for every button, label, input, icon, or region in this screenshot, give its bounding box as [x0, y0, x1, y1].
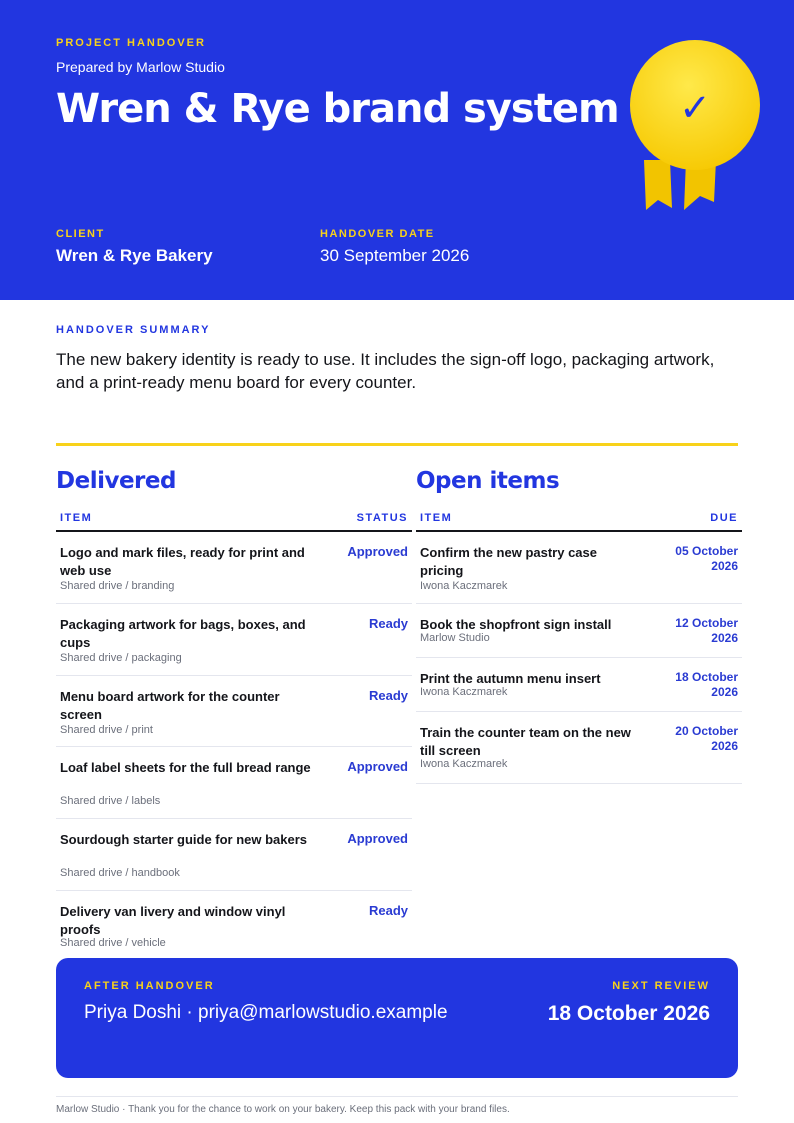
status-badge: Ready	[368, 903, 408, 918]
status-badge: Approved	[347, 831, 408, 846]
after-handover-panel	[56, 958, 738, 1078]
header-eyebrow: PROJECT HANDOVER	[56, 37, 206, 49]
open-items-title: Open items	[416, 468, 560, 494]
table-row	[56, 604, 412, 676]
next-review-label: NEXT REVIEW	[612, 980, 710, 992]
status-badge: Approved	[347, 759, 408, 774]
row-title: Train the counter team on the new till screen	[420, 725, 631, 758]
row-title: Book the shopfront sign install	[420, 617, 612, 632]
client-label: CLIENT	[56, 228, 105, 240]
row-owner: Marlow Studio	[420, 632, 490, 644]
row-title: Packaging artwork for bags, boxes, and cups	[60, 617, 306, 650]
handover-date-label: HANDOVER DATE	[320, 228, 435, 240]
row-path: Shared drive / packaging	[60, 652, 182, 664]
row-title: Print the autumn menu insert	[420, 671, 601, 686]
table-row	[56, 891, 412, 957]
due-date: 05 October 2026	[675, 544, 738, 573]
delivered-title: Delivered	[56, 468, 176, 494]
prepared-by: Prepared by Marlow Studio	[56, 59, 225, 75]
contact-line: Priya Doshi · priya@marlowstudio.example	[84, 1002, 448, 1023]
footer-text: Marlow Studio · Thank you for the chance to work on your bakery. Keep this pack with your brand files.	[56, 1104, 510, 1115]
row-path: Shared drive / handbook	[60, 867, 180, 879]
row-path: Shared drive / labels	[60, 795, 161, 807]
status-badge: Approved	[347, 544, 408, 559]
row-title: Sourdough starter guide for new bakers	[60, 832, 308, 847]
delivered-col-item: ITEM	[60, 512, 93, 524]
row-title: Confirm the new pastry case pricing	[420, 545, 597, 578]
footer-divider	[56, 1096, 738, 1097]
table-row	[416, 712, 742, 784]
client-value: Wren & Rye Bakery	[56, 246, 213, 265]
due-date: 12 October 2026	[675, 616, 738, 645]
row-path: Shared drive / branding	[60, 580, 175, 592]
table-row	[56, 532, 412, 604]
row-title: Delivery van livery and window vinyl proofs	[60, 904, 286, 937]
status-badge: Ready	[368, 616, 408, 631]
delivered-col-status: STATUS	[356, 512, 408, 524]
header-banner	[0, 0, 794, 300]
open-items-col-item: ITEM	[420, 512, 453, 524]
handover-date-value: 30 September 2026	[320, 246, 470, 265]
delivered-table-header	[56, 508, 412, 532]
row-owner: Iwona Kaczmarek	[420, 580, 508, 592]
next-review-date: 18 October 2026	[547, 1002, 710, 1025]
section-divider	[56, 443, 738, 446]
after-handover-label: AFTER HANDOVER	[84, 980, 215, 992]
table-row	[56, 676, 412, 747]
delivered-section	[56, 468, 412, 957]
row-path: Shared drive / vehicle	[60, 937, 166, 949]
table-row	[416, 532, 742, 604]
checkmark-rosette-icon	[630, 40, 760, 214]
row-title: Logo and mark files, ready for print and web use	[60, 545, 305, 578]
table-row	[56, 747, 412, 819]
row-path: Shared drive / print	[60, 724, 153, 736]
badge-check-glyph: ✓	[679, 85, 711, 130]
due-date: 18 October 2026	[675, 670, 738, 699]
table-row	[56, 819, 412, 891]
status-badge: Ready	[368, 688, 408, 703]
table-row	[416, 658, 742, 712]
row-title: Loaf label sheets for the full bread range	[60, 760, 311, 775]
summary-text: The new bakery identity is ready to use. It includes the sign-off logo, packaging artwork, and a print-ready menu board for every counter.	[56, 350, 715, 392]
open-items-col-due: DUE	[710, 512, 738, 524]
due-date: 20 October 2026	[675, 724, 738, 753]
page-title: Wren & Rye brand system	[56, 86, 619, 132]
open-items-table-header	[416, 508, 742, 532]
row-owner: Iwona Kaczmarek	[420, 686, 508, 698]
row-owner: Iwona Kaczmarek	[420, 758, 508, 770]
row-title: Menu board artwork for the counter screen	[60, 689, 280, 722]
summary-label: HANDOVER SUMMARY	[56, 324, 211, 336]
table-row	[416, 604, 742, 658]
open-items-section	[416, 468, 742, 784]
